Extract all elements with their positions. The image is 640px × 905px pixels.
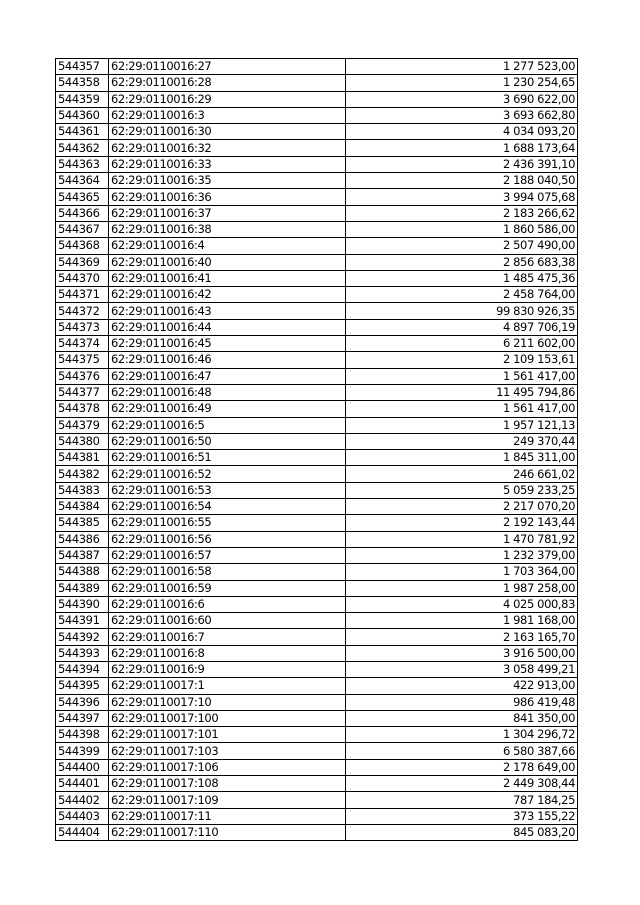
table-row bbox=[56, 727, 578, 743]
table-row bbox=[56, 564, 578, 580]
cadastral-value-cell: 249 370,44 bbox=[346, 433, 578, 449]
cadastral-number-cell: 62:29:0110016:27 bbox=[109, 59, 346, 75]
table-row bbox=[56, 776, 578, 792]
cadastral-number-cell: 62:29:0110016:60 bbox=[109, 613, 346, 629]
table-row bbox=[56, 238, 578, 254]
cadastral-number-cell: 62:29:0110016:37 bbox=[109, 205, 346, 221]
cadastral-number-cell: 62:29:0110017:106 bbox=[109, 759, 346, 775]
table-row bbox=[56, 75, 578, 91]
cadastral-value-cell: 246 661,02 bbox=[346, 466, 578, 482]
cadastral-value-cell: 1 277 523,00 bbox=[346, 59, 578, 75]
cadastral-number-cell: 62:29:0110017:109 bbox=[109, 792, 346, 808]
cadastral-number-cell: 62:29:0110016:56 bbox=[109, 531, 346, 547]
row-number-cell: 544369 bbox=[56, 254, 109, 270]
cadastral-number-cell: 62:29:0110016:58 bbox=[109, 564, 346, 580]
cadastral-value-cell: 99 830 926,35 bbox=[346, 303, 578, 319]
row-number-cell: 544387 bbox=[56, 547, 109, 563]
table-row bbox=[56, 792, 578, 808]
cadastral-number-cell: 62:29:0110017:1 bbox=[109, 678, 346, 694]
cadastral-value-cell: 845 083,20 bbox=[346, 824, 578, 840]
row-number-cell: 544367 bbox=[56, 221, 109, 237]
table-row bbox=[56, 645, 578, 661]
cadastral-value-cell: 1 561 417,00 bbox=[346, 368, 578, 384]
cadastral-number-cell: 62:29:0110016:6 bbox=[109, 596, 346, 612]
row-number-cell: 544372 bbox=[56, 303, 109, 319]
cadastral-number-cell: 62:29:0110016:44 bbox=[109, 319, 346, 335]
row-number-cell: 544392 bbox=[56, 629, 109, 645]
table-row bbox=[56, 368, 578, 384]
cadastral-value-cell: 1 987 258,00 bbox=[346, 580, 578, 596]
cadastral-value-cell: 11 495 794,86 bbox=[346, 384, 578, 400]
row-number-cell: 544365 bbox=[56, 189, 109, 205]
row-number-cell: 544389 bbox=[56, 580, 109, 596]
cadastral-value-cell: 2 449 308,44 bbox=[346, 776, 578, 792]
table-row bbox=[56, 384, 578, 400]
table-row bbox=[56, 336, 578, 352]
table-row bbox=[56, 824, 578, 840]
cadastral-number-cell: 62:29:0110016:38 bbox=[109, 221, 346, 237]
row-number-cell: 544396 bbox=[56, 694, 109, 710]
table-row bbox=[56, 205, 578, 221]
cadastral-value-cell: 2 436 391,10 bbox=[346, 156, 578, 172]
cadastral-value-cell: 6 580 387,66 bbox=[346, 743, 578, 759]
row-number-cell: 544399 bbox=[56, 743, 109, 759]
row-number-cell: 544373 bbox=[56, 319, 109, 335]
cadastral-value-cell: 3 693 662,80 bbox=[346, 107, 578, 123]
row-number-cell: 544391 bbox=[56, 613, 109, 629]
cadastral-value-cell: 3 058 499,21 bbox=[346, 661, 578, 677]
cadastral-value-cell: 986 419,48 bbox=[346, 694, 578, 710]
cadastral-number-cell: 62:29:0110016:53 bbox=[109, 482, 346, 498]
row-number-cell: 544400 bbox=[56, 759, 109, 775]
row-number-cell: 544402 bbox=[56, 792, 109, 808]
table-row bbox=[56, 287, 578, 303]
cadastral-value-table bbox=[55, 58, 578, 841]
table-row bbox=[56, 661, 578, 677]
cadastral-value-cell: 2 109 153,61 bbox=[346, 352, 578, 368]
cadastral-number-cell: 62:29:0110016:4 bbox=[109, 238, 346, 254]
cadastral-number-cell: 62:29:0110016:49 bbox=[109, 401, 346, 417]
table-body bbox=[56, 59, 578, 841]
row-number-cell: 544375 bbox=[56, 352, 109, 368]
cadastral-number-cell: 62:29:0110016:3 bbox=[109, 107, 346, 123]
table-row bbox=[56, 221, 578, 237]
cadastral-number-cell: 62:29:0110016:54 bbox=[109, 499, 346, 515]
row-number-cell: 544357 bbox=[56, 59, 109, 75]
cadastral-number-cell: 62:29:0110017:110 bbox=[109, 824, 346, 840]
cadastral-value-cell: 5 059 233,25 bbox=[346, 482, 578, 498]
cadastral-value-cell: 1 470 781,92 bbox=[346, 531, 578, 547]
cadastral-value-cell: 373 155,22 bbox=[346, 808, 578, 824]
table-row bbox=[56, 580, 578, 596]
row-number-cell: 544383 bbox=[56, 482, 109, 498]
table-row bbox=[56, 499, 578, 515]
table-row bbox=[56, 59, 578, 75]
cadastral-number-cell: 62:29:0110016:29 bbox=[109, 91, 346, 107]
cadastral-value-cell: 3 690 622,00 bbox=[346, 91, 578, 107]
cadastral-number-cell: 62:29:0110017:101 bbox=[109, 727, 346, 743]
cadastral-value-cell: 422 913,00 bbox=[346, 678, 578, 694]
cadastral-number-cell: 62:29:0110016:28 bbox=[109, 75, 346, 91]
cadastral-number-cell: 62:29:0110016:32 bbox=[109, 140, 346, 156]
row-number-cell: 544384 bbox=[56, 499, 109, 515]
table-row bbox=[56, 319, 578, 335]
table-row bbox=[56, 596, 578, 612]
cadastral-value-cell: 2 507 490,00 bbox=[346, 238, 578, 254]
row-number-cell: 544380 bbox=[56, 433, 109, 449]
row-number-cell: 544370 bbox=[56, 270, 109, 286]
table-row bbox=[56, 107, 578, 123]
cadastral-number-cell: 62:29:0110016:59 bbox=[109, 580, 346, 596]
table-row bbox=[56, 417, 578, 433]
row-number-cell: 544366 bbox=[56, 205, 109, 221]
cadastral-value-cell: 4 034 093,20 bbox=[346, 124, 578, 140]
cadastral-value-cell: 2 183 266,62 bbox=[346, 205, 578, 221]
cadastral-value-cell: 6 211 602,00 bbox=[346, 336, 578, 352]
cadastral-number-cell: 62:29:0110016:41 bbox=[109, 270, 346, 286]
cadastral-value-cell: 1 957 121,13 bbox=[346, 417, 578, 433]
row-number-cell: 544371 bbox=[56, 287, 109, 303]
row-number-cell: 544395 bbox=[56, 678, 109, 694]
cadastral-value-cell: 1 860 586,00 bbox=[346, 221, 578, 237]
row-number-cell: 544388 bbox=[56, 564, 109, 580]
table-row bbox=[56, 140, 578, 156]
table-row bbox=[56, 515, 578, 531]
table-row bbox=[56, 613, 578, 629]
row-number-cell: 544368 bbox=[56, 238, 109, 254]
row-number-cell: 544362 bbox=[56, 140, 109, 156]
table-row bbox=[56, 678, 578, 694]
cadastral-number-cell: 62:29:0110017:103 bbox=[109, 743, 346, 759]
row-number-cell: 544379 bbox=[56, 417, 109, 433]
table-row bbox=[56, 743, 578, 759]
table-row bbox=[56, 270, 578, 286]
table-row bbox=[56, 303, 578, 319]
table-row bbox=[56, 629, 578, 645]
row-number-cell: 544401 bbox=[56, 776, 109, 792]
cadastral-number-cell: 62:29:0110016:8 bbox=[109, 645, 346, 661]
table-row bbox=[56, 124, 578, 140]
row-number-cell: 544358 bbox=[56, 75, 109, 91]
cadastral-number-cell: 62:29:0110016:43 bbox=[109, 303, 346, 319]
cadastral-number-cell: 62:29:0110017:108 bbox=[109, 776, 346, 792]
cadastral-number-cell: 62:29:0110016:33 bbox=[109, 156, 346, 172]
row-number-cell: 544398 bbox=[56, 727, 109, 743]
cadastral-number-cell: 62:29:0110016:57 bbox=[109, 547, 346, 563]
table-row bbox=[56, 91, 578, 107]
cadastral-value-cell: 4 897 706,19 bbox=[346, 319, 578, 335]
cadastral-value-cell: 1 561 417,00 bbox=[346, 401, 578, 417]
row-number-cell: 544360 bbox=[56, 107, 109, 123]
row-number-cell: 544390 bbox=[56, 596, 109, 612]
row-number-cell: 544361 bbox=[56, 124, 109, 140]
cadastral-number-cell: 62:29:0110017:100 bbox=[109, 710, 346, 726]
cadastral-value-cell: 2 856 683,38 bbox=[346, 254, 578, 270]
cadastral-number-cell: 62:29:0110017:10 bbox=[109, 694, 346, 710]
cadastral-value-cell: 3 916 500,00 bbox=[346, 645, 578, 661]
table-row bbox=[56, 466, 578, 482]
table-row bbox=[56, 759, 578, 775]
row-number-cell: 544381 bbox=[56, 450, 109, 466]
table-row bbox=[56, 189, 578, 205]
cadastral-value-cell: 2 188 040,50 bbox=[346, 173, 578, 189]
cadastral-value-cell: 4 025 000,83 bbox=[346, 596, 578, 612]
cadastral-number-cell: 62:29:0110016:36 bbox=[109, 189, 346, 205]
cadastral-number-cell: 62:29:0110016:9 bbox=[109, 661, 346, 677]
row-number-cell: 544378 bbox=[56, 401, 109, 417]
cadastral-value-cell: 1 981 168,00 bbox=[346, 613, 578, 629]
table-row bbox=[56, 808, 578, 824]
cadastral-number-cell: 62:29:0110016:40 bbox=[109, 254, 346, 270]
table-row bbox=[56, 547, 578, 563]
cadastral-value-cell: 841 350,00 bbox=[346, 710, 578, 726]
table-row bbox=[56, 401, 578, 417]
cadastral-number-cell: 62:29:0110016:5 bbox=[109, 417, 346, 433]
cadastral-value-cell: 1 485 475,36 bbox=[346, 270, 578, 286]
table-row bbox=[56, 156, 578, 172]
cadastral-value-cell: 2 192 143,44 bbox=[346, 515, 578, 531]
cadastral-value-cell: 1 703 364,00 bbox=[346, 564, 578, 580]
cadastral-value-cell: 1 230 254,65 bbox=[346, 75, 578, 91]
table-row bbox=[56, 433, 578, 449]
cadastral-value-cell: 1 304 296,72 bbox=[346, 727, 578, 743]
row-number-cell: 544382 bbox=[56, 466, 109, 482]
table-row bbox=[56, 482, 578, 498]
table-row bbox=[56, 173, 578, 189]
cadastral-value-cell: 3 994 075,68 bbox=[346, 189, 578, 205]
row-number-cell: 544377 bbox=[56, 384, 109, 400]
row-number-cell: 544393 bbox=[56, 645, 109, 661]
row-number-cell: 544363 bbox=[56, 156, 109, 172]
row-number-cell: 544386 bbox=[56, 531, 109, 547]
cadastral-number-cell: 62:29:0110017:11 bbox=[109, 808, 346, 824]
cadastral-number-cell: 62:29:0110016:45 bbox=[109, 336, 346, 352]
table-row bbox=[56, 254, 578, 270]
cadastral-value-cell: 2 217 070,20 bbox=[346, 499, 578, 515]
cadastral-value-cell: 2 178 649,00 bbox=[346, 759, 578, 775]
cadastral-number-cell: 62:29:0110016:30 bbox=[109, 124, 346, 140]
cadastral-value-cell: 1 688 173,64 bbox=[346, 140, 578, 156]
row-number-cell: 544397 bbox=[56, 710, 109, 726]
cadastral-number-cell: 62:29:0110016:7 bbox=[109, 629, 346, 645]
cadastral-number-cell: 62:29:0110016:50 bbox=[109, 433, 346, 449]
table-row bbox=[56, 694, 578, 710]
row-number-cell: 544404 bbox=[56, 824, 109, 840]
cadastral-value-cell: 787 184,25 bbox=[346, 792, 578, 808]
row-number-cell: 544385 bbox=[56, 515, 109, 531]
cadastral-number-cell: 62:29:0110016:51 bbox=[109, 450, 346, 466]
table-row bbox=[56, 710, 578, 726]
table-row bbox=[56, 450, 578, 466]
cadastral-number-cell: 62:29:0110016:48 bbox=[109, 384, 346, 400]
row-number-cell: 544374 bbox=[56, 336, 109, 352]
table-row bbox=[56, 531, 578, 547]
cadastral-number-cell: 62:29:0110016:42 bbox=[109, 287, 346, 303]
row-number-cell: 544403 bbox=[56, 808, 109, 824]
cadastral-number-cell: 62:29:0110016:52 bbox=[109, 466, 346, 482]
row-number-cell: 544376 bbox=[56, 368, 109, 384]
row-number-cell: 544364 bbox=[56, 173, 109, 189]
cadastral-value-cell: 1 232 379,00 bbox=[346, 547, 578, 563]
cadastral-value-cell: 2 163 165,70 bbox=[346, 629, 578, 645]
cadastral-value-cell: 1 845 311,00 bbox=[346, 450, 578, 466]
row-number-cell: 544394 bbox=[56, 661, 109, 677]
cadastral-number-cell: 62:29:0110016:55 bbox=[109, 515, 346, 531]
row-number-cell: 544359 bbox=[56, 91, 109, 107]
cadastral-value-cell: 2 458 764,00 bbox=[346, 287, 578, 303]
cadastral-number-cell: 62:29:0110016:47 bbox=[109, 368, 346, 384]
table-row bbox=[56, 352, 578, 368]
cadastral-number-cell: 62:29:0110016:46 bbox=[109, 352, 346, 368]
cadastral-number-cell: 62:29:0110016:35 bbox=[109, 173, 346, 189]
